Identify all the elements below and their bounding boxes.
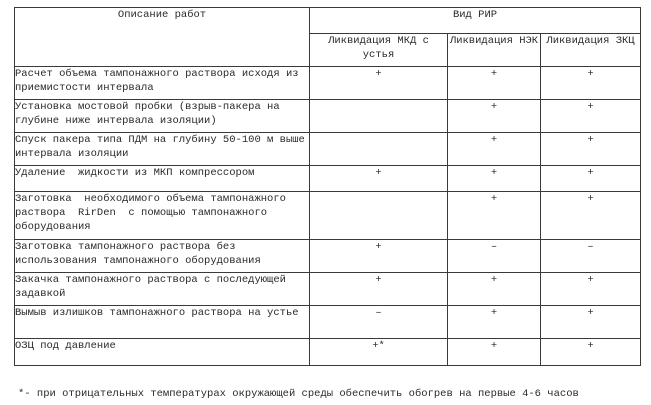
cell-zkc: + [541, 67, 641, 100]
cell-nek: + [448, 306, 541, 339]
rir-works-table [14, 7, 641, 366]
row-description: Расчет объема тампонажного раствора исходя из приемистости интервала [15, 67, 310, 100]
cell-zkc: – [541, 240, 641, 273]
row-description: Заготовка тампонажного раствора без использования тампонажного оборудования [15, 240, 310, 273]
cell-nek: + [448, 100, 541, 133]
cell-mkd: – [310, 306, 448, 339]
cell-mkd: + [310, 67, 448, 100]
cell-zkc: + [541, 192, 641, 240]
cell-mkd: +* [310, 339, 448, 366]
cell-nek: – [448, 240, 541, 273]
header-description: Описание работ [15, 8, 310, 67]
cell-nek: + [448, 192, 541, 240]
table-row [15, 240, 641, 273]
row-description: Спуск пакера типа ПДМ на глубину 50-100 м выше интервала изоляции [15, 133, 310, 166]
row-description: Заготовка необходимого объема тампонажного раствора RirDen с помощью тампонажного оборудования [15, 192, 310, 240]
table-row [15, 100, 641, 133]
cell-mkd [310, 100, 448, 133]
row-description: ОЗЦ под давление [15, 339, 310, 366]
footnote: *- при отрицательных температурах окружающей среды обеспечить обогрев на первые 4-6 часов [18, 388, 579, 400]
cell-mkd [310, 192, 448, 240]
cell-mkd [310, 133, 448, 166]
row-description: Вымыв излишков тампонажного раствора на устье [15, 306, 310, 339]
table-row [15, 192, 641, 240]
row-description: Удаление жидкости из МКП компрессором [15, 166, 310, 192]
header-nek: Ликвидация НЭК [448, 34, 541, 67]
cell-zkc: + [541, 100, 641, 133]
cell-mkd: + [310, 273, 448, 306]
cell-nek: + [448, 339, 541, 366]
table-row [15, 273, 641, 306]
row-description: Закачка тампонажного раствора с последующей задавкой [15, 273, 310, 306]
row-description: Установка мостовой пробки (взрыв-пакера на глубине ниже интервала изоляции) [15, 100, 310, 133]
header-rir-type: Вид РИР [310, 8, 641, 34]
cell-zkc: + [541, 273, 641, 306]
cell-nek: + [448, 133, 541, 166]
cell-mkd: + [310, 240, 448, 273]
cell-zkc: + [541, 133, 641, 166]
header-zkc: Ликвидация ЗКЦ [541, 34, 641, 67]
table-row [15, 339, 641, 366]
cell-nek: + [448, 166, 541, 192]
cell-zkc: + [541, 306, 641, 339]
cell-nek: + [448, 273, 541, 306]
cell-mkd: + [310, 166, 448, 192]
header-mkd: Ликвидация МКД с устья [310, 34, 448, 67]
cell-zkc: + [541, 339, 641, 366]
table-row [15, 166, 641, 192]
cell-nek: + [448, 67, 541, 100]
table-row [15, 133, 641, 166]
cell-zkc: + [541, 166, 641, 192]
table-row [15, 67, 641, 100]
table-row [15, 306, 641, 339]
